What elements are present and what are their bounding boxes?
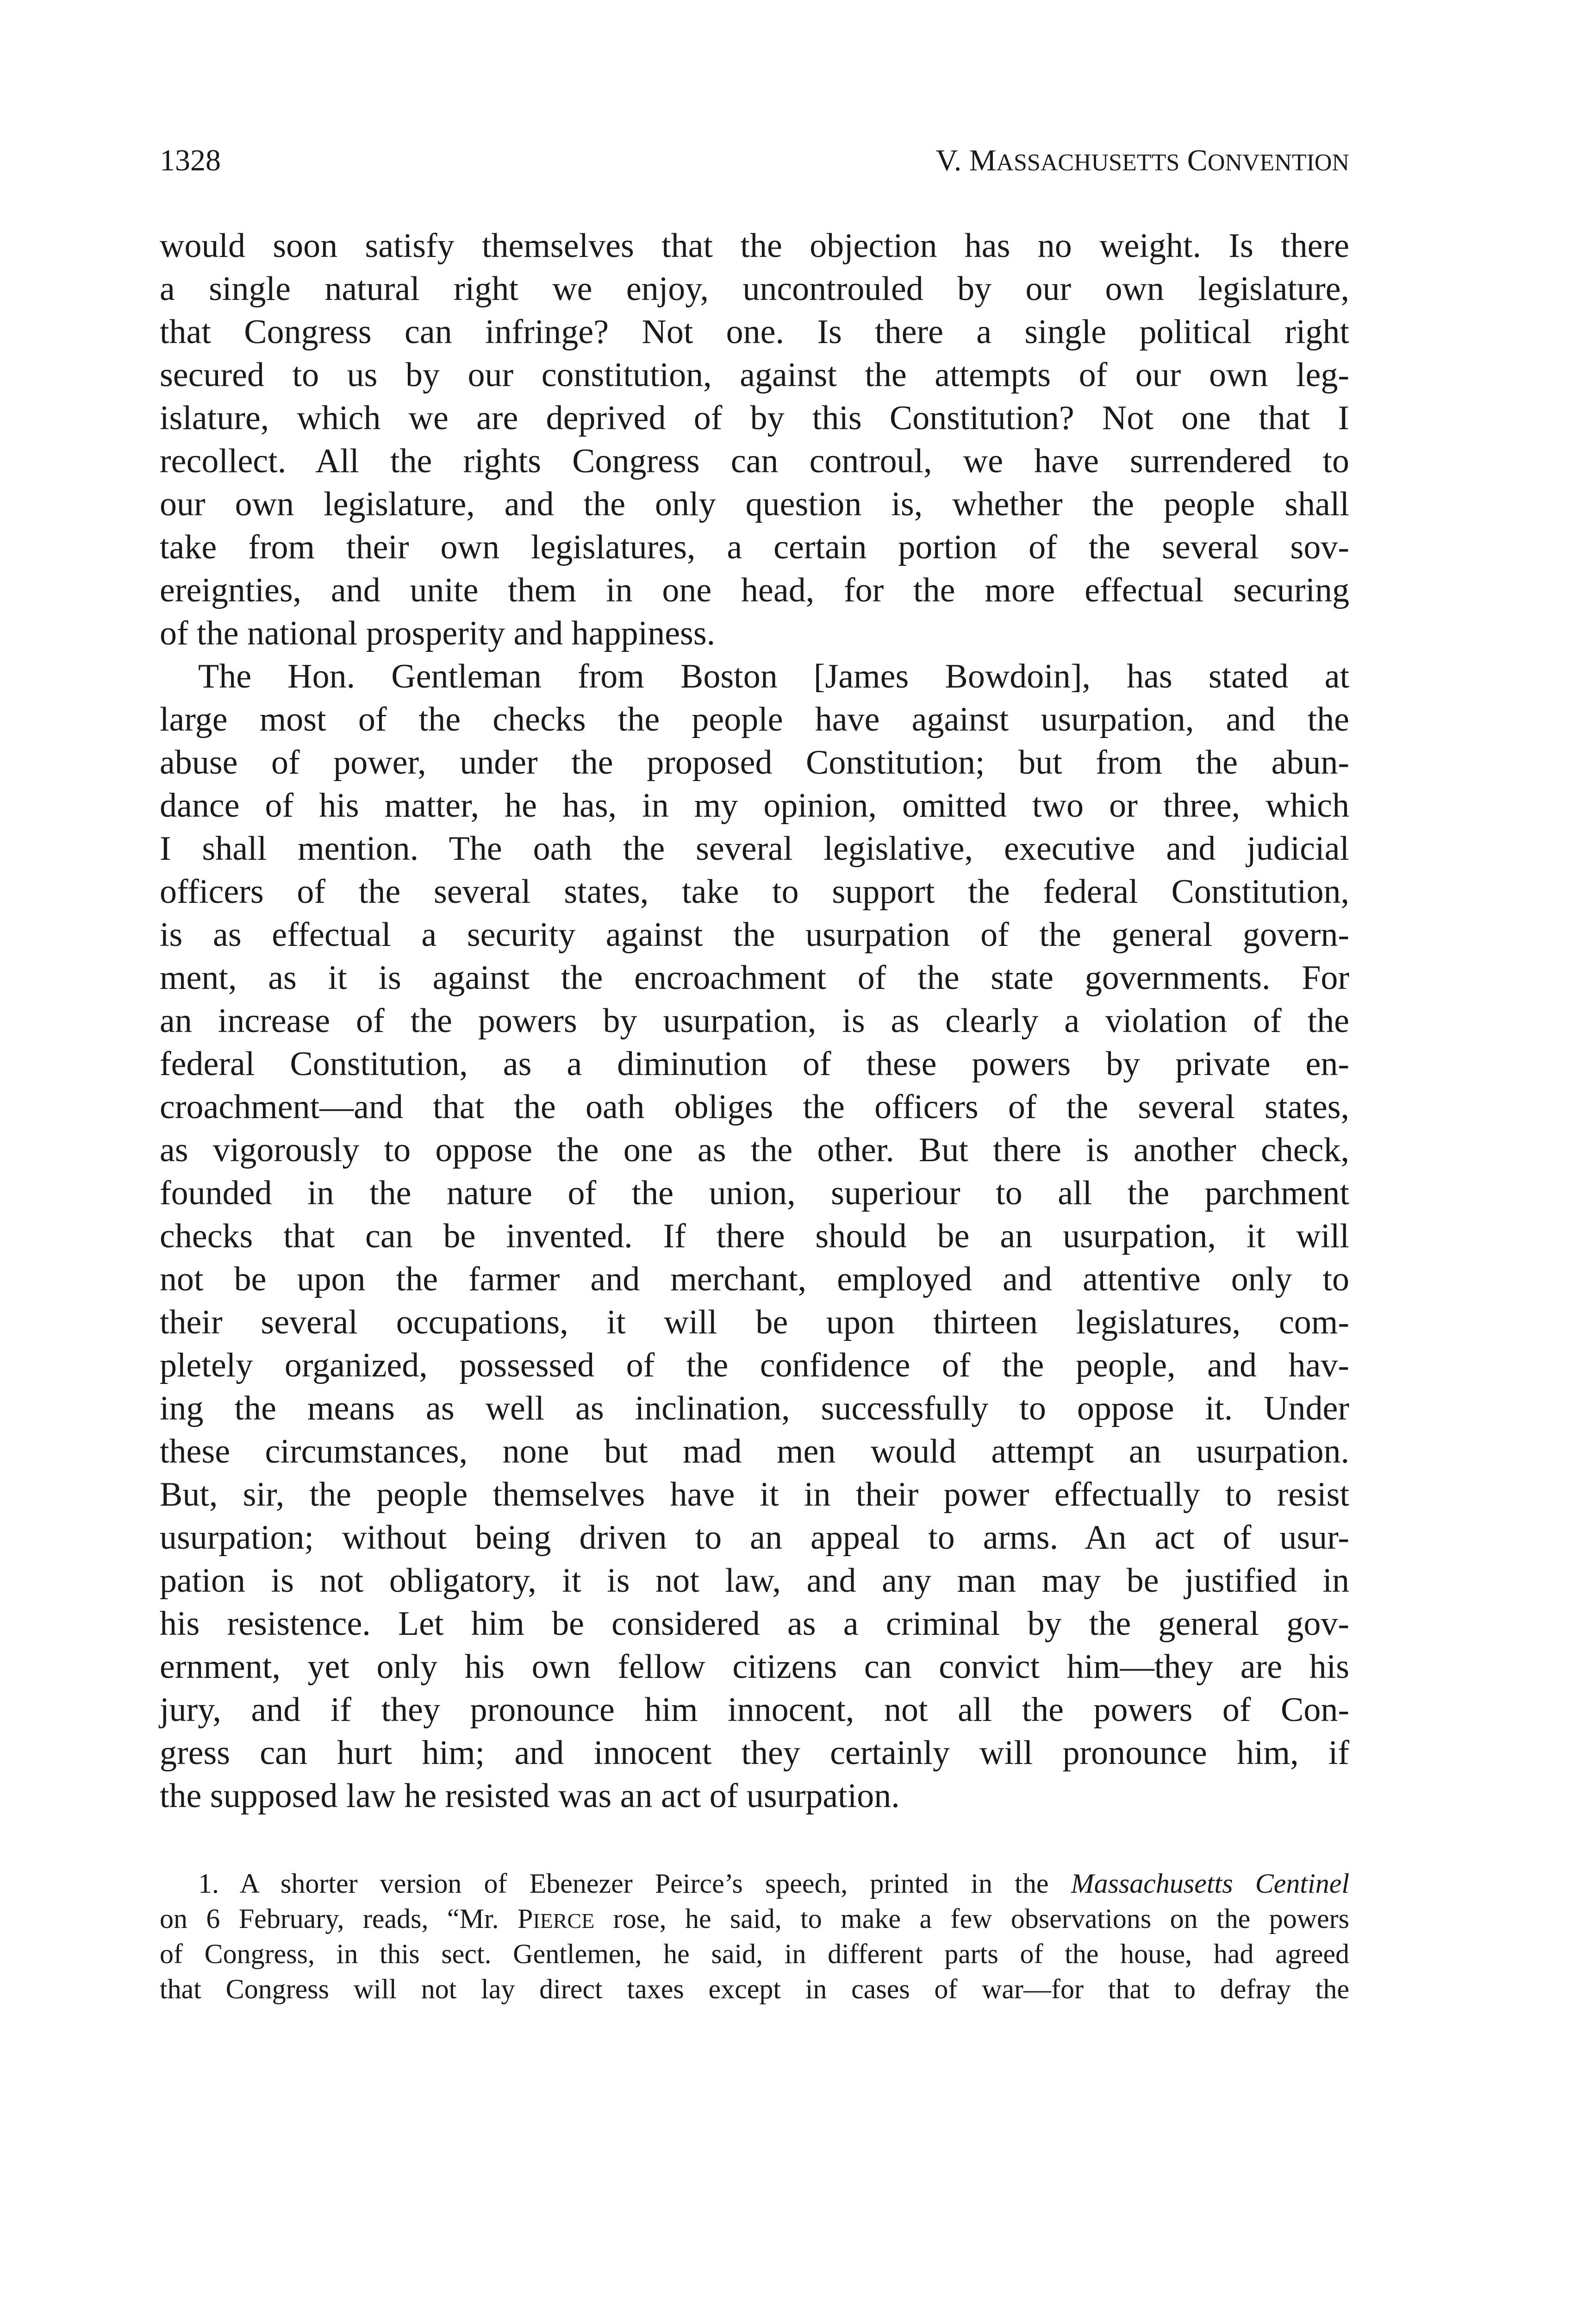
footnote-text: on 6 February, reads, “Mr. P bbox=[160, 1903, 533, 1934]
text-line: abuse of power, under the proposed Constitution; but from the abun- bbox=[160, 744, 1349, 782]
text-line: these circumstances, none but mad men would attempt an usurpation. bbox=[160, 1433, 1349, 1470]
text-line: a single natural right we enjoy, uncontrouled by our own legislature, bbox=[160, 270, 1349, 308]
running-head-prefix: V. M bbox=[935, 144, 997, 177]
text-line: jury, and if they pronounce him innocent, not all the powers of Con- bbox=[160, 1691, 1349, 1729]
text-line: as vigorously to oppose the one as the other. But there is another check, bbox=[160, 1131, 1349, 1169]
text-line: checks that can be invented. If there should be an usurpation, it will bbox=[160, 1217, 1349, 1255]
body-text bbox=[160, 225, 1349, 1818]
text-line: founded in the nature of the union, superiour to all the parchment bbox=[160, 1174, 1349, 1212]
text-line: I shall mention. The oath the several legislative, executive and judicial bbox=[160, 830, 1349, 868]
text-line: usurpation; without being driven to an appeal to arms. An act of usur- bbox=[160, 1519, 1349, 1557]
text-line: is as effectual a security against the usurpation of the general govern- bbox=[160, 916, 1349, 954]
page-number: 1328 bbox=[160, 144, 221, 177]
text-line: an increase of the powers by usurpation, is as clearly a violation of the bbox=[160, 1002, 1349, 1040]
text-line: dance of his matter, he has, in my opinion, omitted two or three, which bbox=[160, 787, 1349, 825]
text-line: their several occupations, it will be upon thirteen legislatures, com- bbox=[160, 1303, 1349, 1341]
text-line: his resistence. Let him be considered as a criminal by the general gov- bbox=[160, 1605, 1349, 1643]
text-line: would soon satisfy themselves that the objection has no weight. Is there bbox=[160, 227, 1349, 265]
footnote-small-caps: IERCE bbox=[533, 1909, 595, 1933]
text-line: The Hon. Gentleman from Boston [James Bowdoin], has stated at bbox=[198, 657, 1349, 695]
text-line: not be upon the farmer and merchant, employed and attentive only to bbox=[160, 1260, 1349, 1298]
running-head-small-caps-1: ASSACHUSETTS bbox=[996, 150, 1180, 176]
running-head-small-caps-2: ONVENTION bbox=[1207, 150, 1349, 176]
footnote-text: 1. A shorter version of Ebenezer Peirce’s speech, printed in the bbox=[198, 1868, 1071, 1899]
text-line: ing the means as well as inclination, successfully to oppose it. Under bbox=[160, 1389, 1349, 1427]
page-header bbox=[160, 135, 1349, 186]
text-line: gress can hurt him; and innocent they certainly will pronounce him, if bbox=[160, 1734, 1349, 1772]
text-line: take from their own legislatures, a certain portion of the several sov- bbox=[160, 528, 1349, 566]
footnote-line bbox=[160, 1866, 1349, 1901]
text-line: recollect. All the rights Congress can controul, we have surrendered to bbox=[160, 442, 1349, 480]
text-line: that Congress can infringe? Not one. Is there a single political right bbox=[160, 313, 1349, 351]
footnote-line: that Congress will not lay direct taxes except in cases of war—for that to defray the bbox=[160, 1974, 1349, 2004]
text-line: large most of the checks the people have against usurpation, and the bbox=[160, 701, 1349, 738]
text-line: our own legislature, and the only question is, whether the people shall bbox=[160, 485, 1349, 523]
footnote-italic-title: Massachusetts Centinel bbox=[1071, 1868, 1349, 1899]
text-line: pation is not obligatory, it is not law, and any man may be justified in bbox=[160, 1562, 1349, 1600]
text-line: secured to us by our constitution, against the attempts of our own leg- bbox=[160, 356, 1349, 394]
footnotes bbox=[160, 1866, 1349, 2007]
text-line: islature, which we are deprived of by this Constitution? Not one that I bbox=[160, 399, 1349, 437]
running-head bbox=[936, 135, 1349, 188]
text-line: officers of the several states, take to support the federal Constitution, bbox=[160, 873, 1349, 911]
footnote-line: of Congress, in this sect. Gentlemen, he said, in different parts of the house, had agreed bbox=[160, 1939, 1349, 1969]
text-line: federal Constitution, as a diminution of these powers by private en- bbox=[160, 1045, 1349, 1083]
text-line: croachment—and that the oath obliges the officers of the several states, bbox=[160, 1088, 1349, 1126]
footnote-text: rose, he said, to make a few observations on the powers bbox=[594, 1903, 1349, 1934]
text-line: But, sir, the people themselves have it in their power effectually to resist bbox=[160, 1476, 1349, 1514]
text-line: the supposed law he resisted was an act of usurpation. bbox=[160, 1777, 900, 1815]
text-line: ernment, yet only his own fellow citizens can convict him—they are his bbox=[160, 1648, 1349, 1686]
text-line: ment, as it is against the encroachment of the state governments. For bbox=[160, 959, 1349, 997]
text-line: pletely organized, possessed of the confidence of the people, and hav- bbox=[160, 1346, 1349, 1384]
text-line: ereignties, and unite them in one head, for the more effectual securing bbox=[160, 571, 1349, 609]
text-line: of the national prosperity and happiness. bbox=[160, 614, 716, 652]
footnote-line bbox=[160, 1901, 1349, 1936]
running-head-mid: C bbox=[1179, 144, 1208, 177]
